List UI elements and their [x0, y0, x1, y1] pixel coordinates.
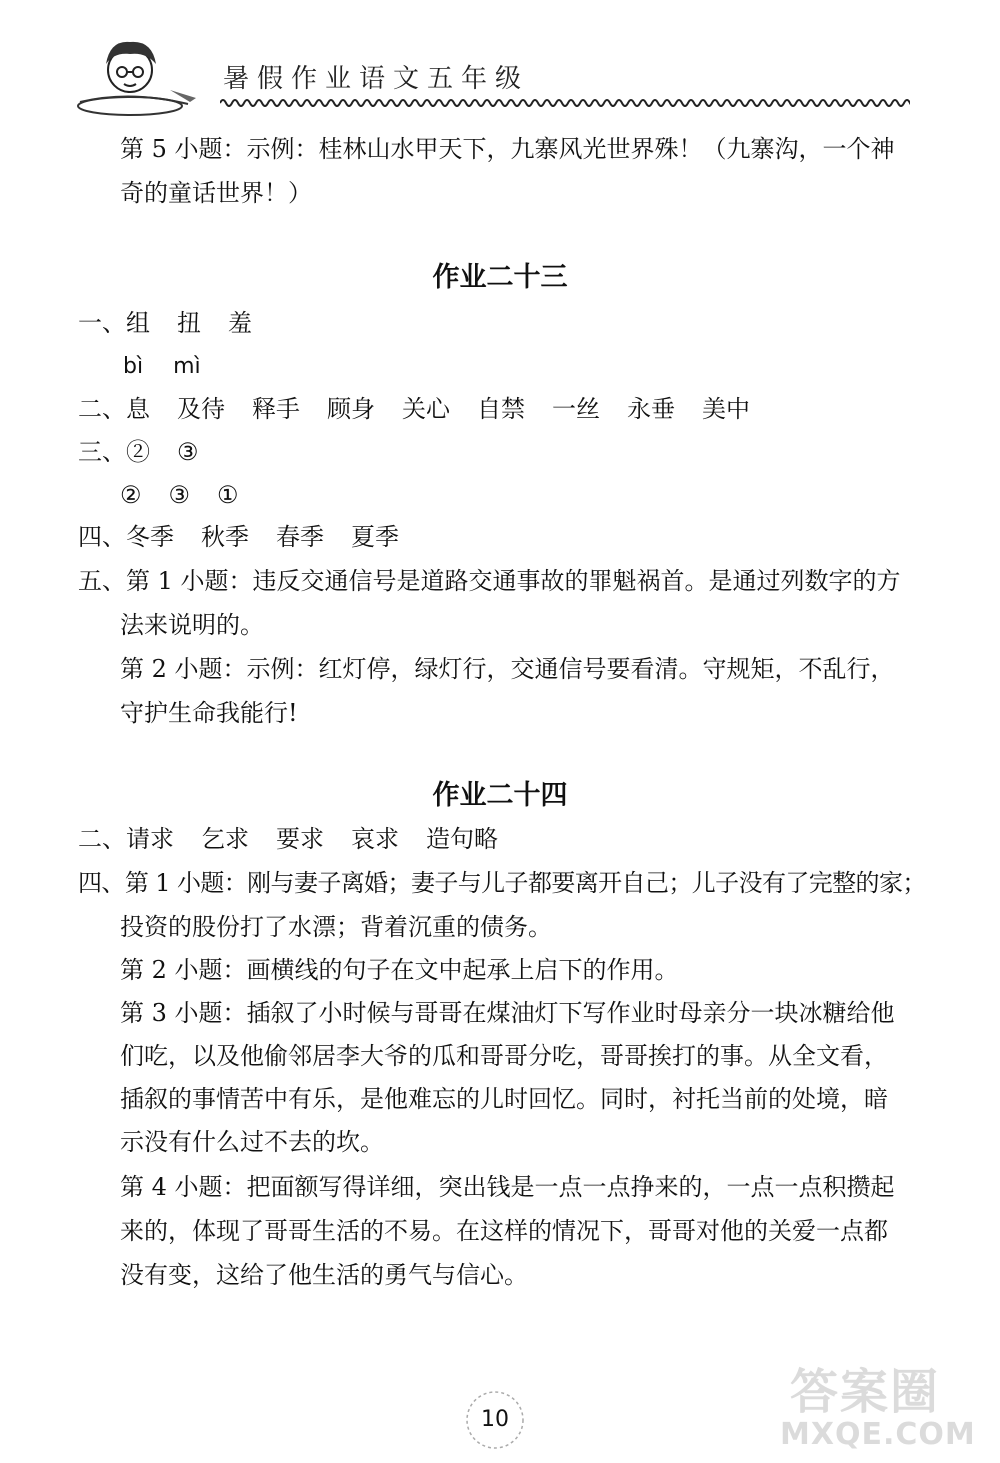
- word: 要求: [276, 825, 324, 853]
- hw24-q3-line-3: 插叙的事情苦中有乐，是他难忘的儿时回忆。同时，衬托当前的处境，暗: [120, 1085, 888, 1113]
- section-title-hw24: 作业二十四: [432, 780, 568, 811]
- section-label: 四、: [78, 523, 126, 551]
- word: 造句略: [426, 825, 498, 853]
- word: 扭: [177, 309, 201, 337]
- hw24-q4-line-3: 没有变，这给了他生活的勇气与信心。: [120, 1261, 528, 1289]
- word: 羞: [228, 309, 252, 337]
- answer: ②: [126, 438, 150, 466]
- word: 关心: [402, 395, 450, 423]
- hw23-q1-line-2: 法来说明的。: [120, 611, 264, 639]
- hw24-q1-line-2: 投资的股份打了水漂；背着沉重的债务。: [120, 913, 552, 941]
- answer: ①: [217, 481, 239, 509]
- page-header: [60, 30, 910, 120]
- hw24-q4-line-2: 来的，体现了哥哥生活的不易。在这样的情况下，哥哥对他的关爱一点都: [120, 1217, 888, 1245]
- q5-line-2: 奇的童话世界！）: [120, 179, 312, 207]
- word: 冬季: [126, 523, 174, 551]
- word: 乞求: [201, 825, 249, 853]
- section-label: 五、: [78, 567, 126, 595]
- word: 哀求: [351, 825, 399, 853]
- hw23-section-1: [78, 308, 279, 338]
- hw23-section-3-row-2: [120, 480, 266, 510]
- page-number: 10: [481, 1407, 509, 1432]
- hw23-section-3: [78, 437, 226, 467]
- hw24-section-4-line-1: [78, 868, 926, 898]
- word: 夏季: [351, 523, 399, 551]
- section-label: 二、: [78, 395, 126, 423]
- student-mascot-icon: [70, 30, 210, 120]
- word: 息: [126, 395, 150, 423]
- pinyin: bì: [123, 354, 144, 379]
- hw24-q3-line-4: 示没有什么过不去的坎。: [120, 1128, 384, 1156]
- hw24-q2-line-1: 第 2 小题：画横线的句子在文中起承上启下的作用。: [120, 956, 679, 984]
- header-wave-divider: [220, 96, 910, 110]
- watermark-top: 答案圈: [790, 1364, 941, 1420]
- page-number-badge: [460, 1385, 530, 1455]
- word: 释手: [252, 395, 300, 423]
- hw23-section-4: [78, 522, 426, 552]
- watermark-bottom: MXQE.COM: [780, 1417, 976, 1452]
- section-label: 一、: [78, 309, 126, 337]
- word: 一丝: [552, 395, 600, 423]
- word: 自禁: [477, 395, 525, 423]
- q1-text: 第 1 小题：刚与妻子离婚；妻子与儿子都要离开自己；儿子没有了完整的家；: [124, 869, 926, 897]
- header-title: 暑假作业语文五年级: [223, 64, 530, 94]
- section-label: 三、: [78, 438, 126, 466]
- word: 组: [126, 309, 150, 337]
- pinyin: mì: [173, 354, 201, 379]
- hw23-q2-line-2: 守护生命我能行!: [120, 699, 298, 727]
- hw23-pinyin: [123, 352, 201, 382]
- word: 春季: [276, 523, 324, 551]
- hw24-q3-line-1: 第 3 小题：插叙了小时候与哥哥在煤油灯下写作业时母亲分一块冰糖给他: [120, 999, 895, 1027]
- q1-text: 第 1 小题：违反交通信号是道路交通事故的罪魁祸首。是通过列数字的方: [126, 567, 901, 595]
- word: 秋季: [201, 523, 249, 551]
- section-label: 二、: [78, 825, 126, 853]
- word: 请求: [126, 825, 174, 853]
- word: 顾身: [327, 395, 375, 423]
- q5-line-1: 第 5 小题：示例：桂林山水甲天下，九寨风光世界殊！（九寨沟，一个神: [120, 135, 895, 163]
- section-title-hw23: 作业二十三: [432, 262, 568, 293]
- word: 永垂: [627, 395, 675, 423]
- section-label: 四、: [78, 869, 125, 897]
- hw23-q2-line-1: 第 2 小题：示例：红灯停，绿灯行，交通信号要看清。守规矩，不乱行，: [120, 655, 895, 683]
- answer: ③: [168, 481, 191, 509]
- hw23-section-5-line-1: [78, 566, 901, 596]
- answer: ③: [177, 438, 199, 466]
- word: 美中: [702, 395, 750, 423]
- answer: ②: [120, 481, 142, 509]
- hw24-q4-line-1: 第 4 小题：把面额写得详细，突出钱是一点一点挣来的，一点一点积攒起: [120, 1173, 895, 1201]
- hw24-q3-line-2: 们吃，以及他偷邻居李大爷的瓜和哥哥分吃，哥哥挨打的事。从全文看，: [120, 1042, 888, 1070]
- word: 及待: [177, 395, 225, 423]
- hw23-section-2: [78, 394, 777, 424]
- hw24-section-2: [78, 824, 525, 854]
- watermark: [750, 1349, 990, 1459]
